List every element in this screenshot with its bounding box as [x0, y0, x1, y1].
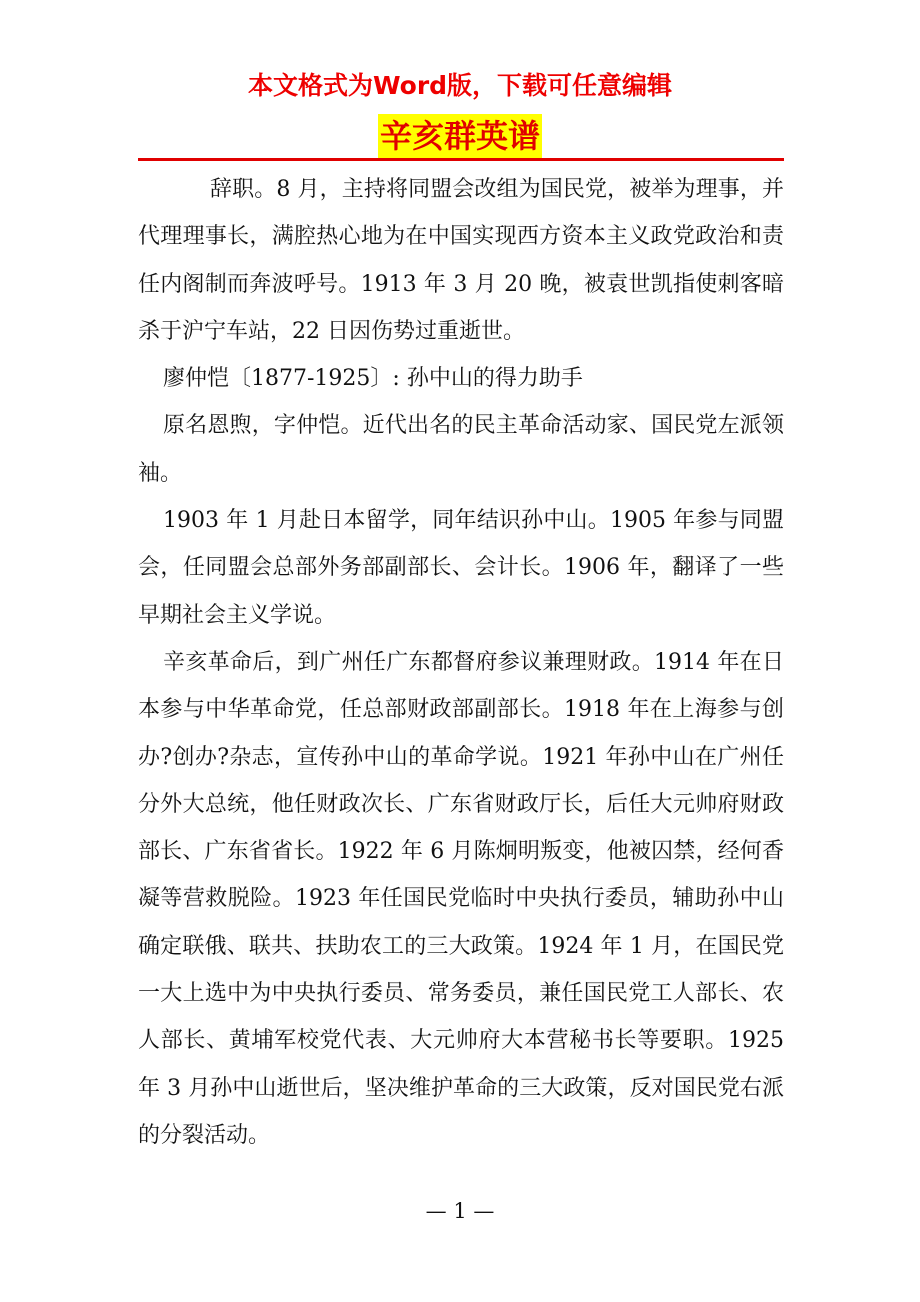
page-number: — 1 — [425, 1199, 495, 1223]
paragraph-continuation: 辞职。8 月，主持将同盟会改组为国民党，被举为理事，并代理理事长，满腔热心地为在中国实现西方资本主义政党政治和责任内阁制而奔波呼号。1913 年 3 月 20 晚，被袁世凯指使刺客暗杀于沪宁车站，22 日因伤势过重逝世。 [138, 177, 784, 344]
paragraph-after-revolution: 辛亥革命后，到广州任广东都督府参议兼理财政。1914 年在日本参与中华革命党，任总部财政部副部长。1918 年在上海参与创办?创办?杂志，宣传孙中山的革命学说。1921 年孙中山在广州任分外大总统，他任财政次长、广东省财政厅长，后任大元帅府财政部长、广东省省长。1922 年 6 月陈炯明叛变，他被囚禁，经何香凝等营救脱险。1923 年任国民党临时中央执行委员，辅助孙中山确定联俄、联共、扶助农工的三大政策。1924 年 1 月，在国民党一大上选中为中央执行委员、常务委员，兼任国民党工人部长、农人部长、黄埔军校党代表、大元帅府大本营秘书长等要职。1925 年 3 月孙中山逝世后，坚决维护革命的三大政策，反对国民党右派的分裂活动。 [138, 649, 784, 1148]
title-container [0, 114, 920, 158]
title-divider [138, 158, 784, 161]
page-title: 辛亥群英谱 [378, 114, 542, 158]
section-heading: 廖仲恺〔1877-1925〕: 孙中山的得力助手 [163, 366, 583, 392]
format-notice-banner: 本文格式为Word版，下载可任意编辑 [247, 71, 673, 100]
paragraph-early-career: 1903 年 1 月赴日本留学，同年结识孙中山。1905 年参与同盟会，任同盟会总部外务部副部长、会计长。1906 年，翻译了一些早期社会主义学说。 [138, 508, 784, 628]
paragraph-intro: 原名恩煦，字仲恺。近代出名的民主革命活动家、国民党左派领袖。 [138, 413, 784, 486]
document-body [138, 166, 784, 1159]
